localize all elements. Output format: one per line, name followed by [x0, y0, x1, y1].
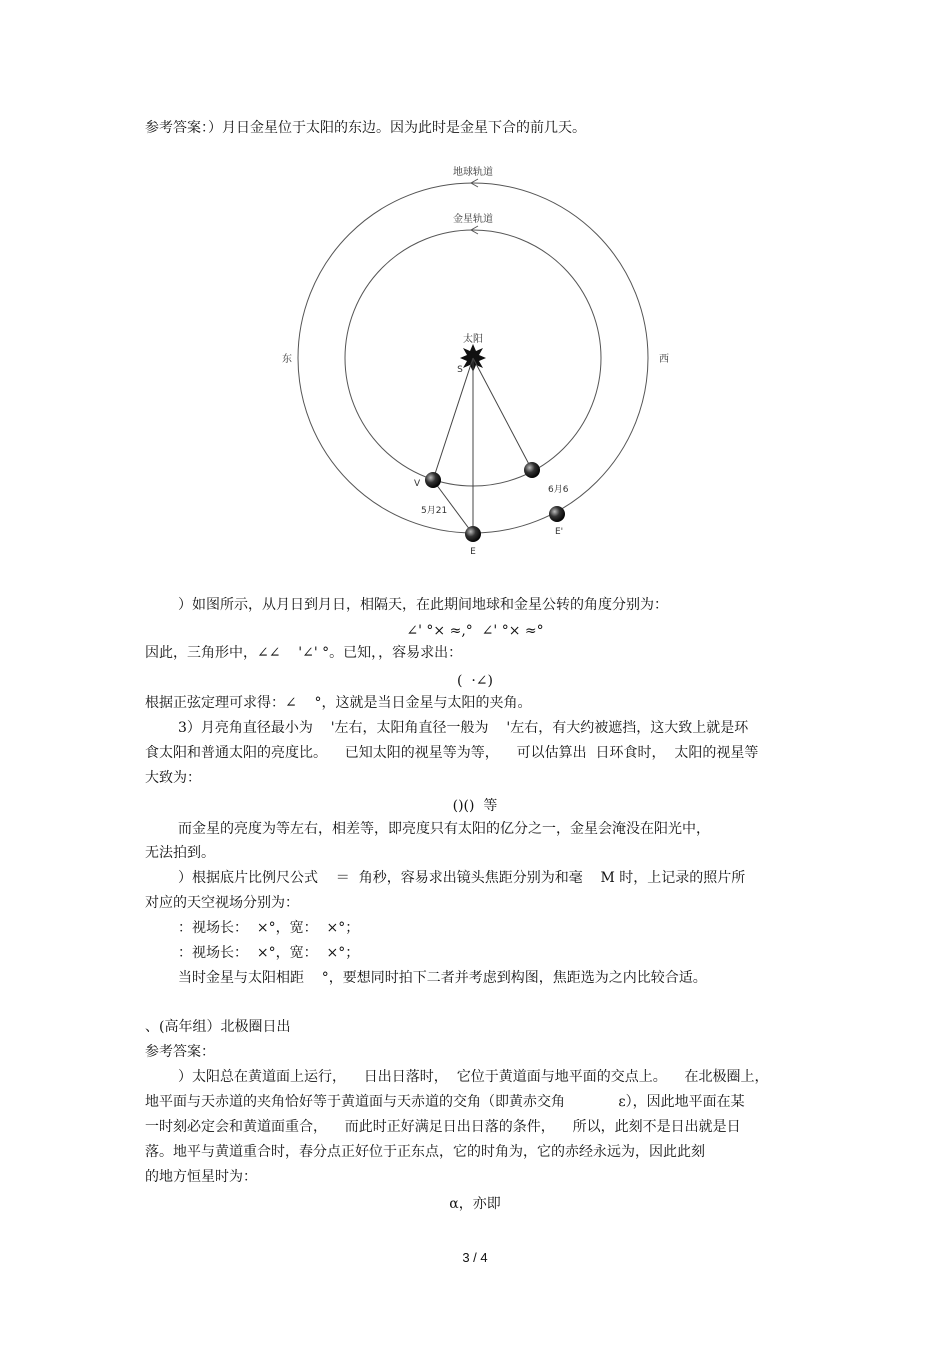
- para-line: 落。地平与黄道重合时，春分点正好位于正东点，它的时角为，它的赤经永远为，因此此刻: [145, 1144, 705, 1160]
- para-line: 根据正弦定理可求得：∠ °，这就是当日金星与太阳的夹角。: [145, 695, 532, 711]
- para-line: 大致为：: [145, 770, 201, 786]
- para-line: ：视场长： ×°，宽： ×°；: [178, 920, 360, 936]
- venus2-planet-icon: [524, 462, 540, 478]
- formula-line: α，亦即: [449, 1196, 501, 1212]
- sun-symbol-label: S: [457, 365, 463, 375]
- para-line: 地平面与天赤道的夹角恰好等于黄道面与天赤道的交角（即黄赤交角 ε），因此地平面在某: [145, 1094, 745, 1110]
- formula-line: ()() 等: [452, 798, 498, 814]
- para-line: ：视场长： ×°，宽： ×°；: [178, 945, 360, 961]
- para-line: ）根据底片比例尺公式 ＝ 角秒，容易求出镜头焦距分别为和毫 M 时，上记录的照片所: [178, 870, 746, 886]
- para-line: 3）月亮角直径最小为 '左右，太阳角直径一般为 '左右，有大约被遮挡，这大致上就是环: [178, 720, 749, 736]
- west-label: 西: [659, 354, 669, 365]
- sun-label: 太阳: [463, 334, 483, 345]
- earth-orbit-label: 地球轨道: [453, 167, 493, 178]
- formula-line: ∠' °× ≈,° ∠' °× ≈°: [406, 623, 544, 639]
- venus-planet-icon: [425, 472, 441, 488]
- para-line: 参考答案：: [145, 1044, 215, 1060]
- para-line: ）太阳总在黄道面上运行， 日出日落时， 它位于黄道面与地平面的交点上。 在北极圈上，: [178, 1069, 769, 1085]
- para-line: 当时金星与太阳相距 °，要想同时拍下二者并考虑到构图，焦距选为之内比较合适。: [178, 970, 707, 986]
- east-label: 东: [282, 354, 292, 365]
- formula-line: ( ·∠): [456, 673, 493, 689]
- answer-intro-line: 参考答案：）月日金星位于太阳的东边。因为此时是金星下合的前几天。: [145, 120, 586, 136]
- orbit-diagram: [278, 158, 678, 578]
- date2-label: 6月6: [548, 485, 569, 495]
- earth2-planet-icon: [549, 506, 565, 522]
- page-number: 3 / 4: [462, 1250, 488, 1265]
- para-line: 食太阳和普通太阳的亮度比。 已知太阳的视星等为等， 可以估算出 日环食时， 太阳的视星等: [145, 745, 759, 761]
- para-line: 而金星的亮度为等左右，相差等，即亮度只有太阳的亿分之一，金星会淹没在阳光中，: [178, 821, 710, 837]
- venus-orbit-label: 金星轨道: [453, 214, 493, 225]
- para-line: ）如图所示，从月日到月日，相隔天，在此期间地球和金星公转的角度分别为：: [178, 597, 668, 613]
- para-line: 的地方恒星时为：: [145, 1169, 257, 1185]
- para-line: 因此，三角形中，∠∠ '∠' °。已知，，容易求出：: [145, 645, 463, 661]
- section-heading: 、(高年组）北极圈日出: [145, 1019, 291, 1035]
- earth-planet-icon: [465, 526, 481, 542]
- date1-label: 5月21: [421, 506, 448, 516]
- earth-label: E: [470, 547, 476, 557]
- para-line: 一时刻必定会和黄道面重合， 而此时正好满足日出日落的条件， 所以，此刻不是日出就是日: [145, 1119, 741, 1135]
- para-line: 对应的天空视场分别为：: [145, 895, 299, 911]
- para-line: 无法拍到。: [145, 845, 215, 861]
- earth2-label: E': [555, 527, 564, 537]
- venus-label: V: [414, 479, 421, 489]
